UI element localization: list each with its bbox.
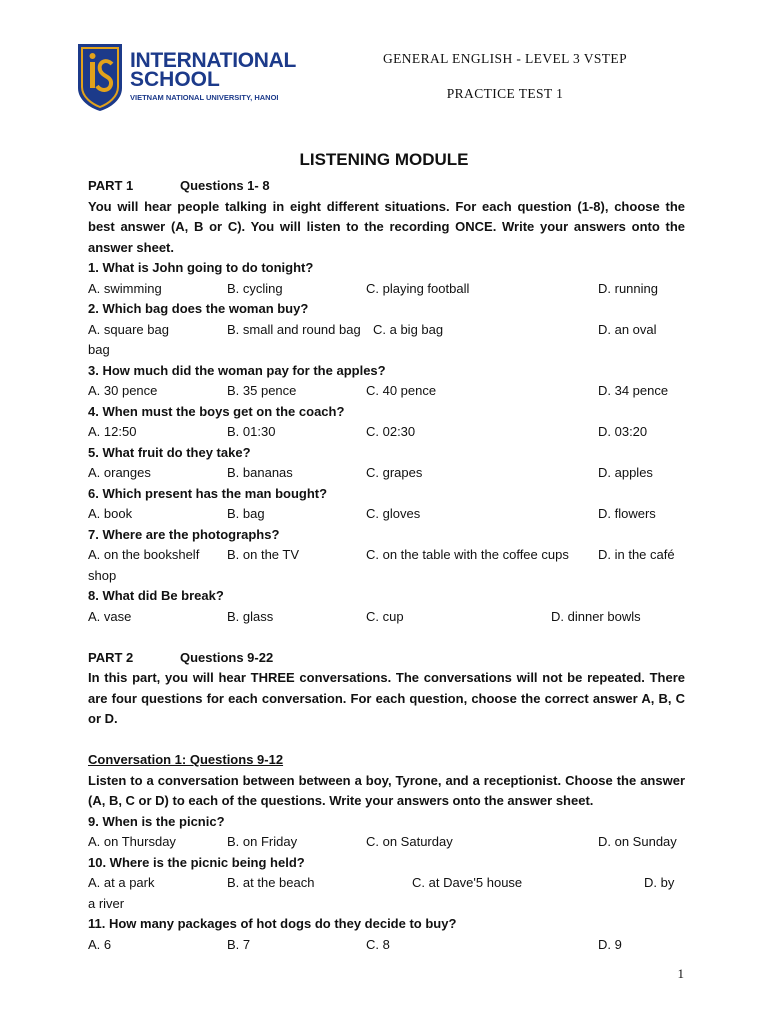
answer-options bbox=[88, 422, 685, 443]
question-text: 6. Which present has the man bought? bbox=[88, 485, 328, 501]
school-crest-icon bbox=[76, 42, 124, 112]
option-b: B. at the beach bbox=[227, 875, 315, 890]
part2-questions: Questions 9-22 bbox=[180, 649, 274, 665]
option-c: C. a big bag bbox=[373, 321, 444, 337]
page-number: 1 bbox=[677, 966, 684, 981]
option-d: D. dinner bowls bbox=[551, 608, 641, 624]
option-b: B. bag bbox=[227, 506, 265, 521]
part1-instructions: You will hear people talking in eight different situations. For each question (1-8), choose the best answer (A, B or C). You will listen to the recording ONCE. Write your answers onto the answer sheet. bbox=[88, 198, 685, 255]
option-d: D. running bbox=[598, 280, 658, 296]
option-a: A. on Thursday bbox=[88, 834, 176, 849]
question-text: 5. What fruit do they take? bbox=[88, 444, 251, 460]
option-wrap: a river bbox=[88, 895, 125, 911]
answer-options bbox=[88, 279, 685, 300]
part2-heading bbox=[88, 648, 685, 669]
answer-options bbox=[88, 463, 685, 484]
option-d: D. 9 bbox=[598, 936, 622, 952]
question-text: 4. When must the boys get on the coach? bbox=[88, 403, 345, 419]
option-b: B. on the TV bbox=[227, 547, 300, 562]
option-b: B. 7 bbox=[227, 936, 251, 952]
option-wrap: bag bbox=[88, 342, 110, 357]
option-a: A. on the bookshelf bbox=[88, 547, 200, 562]
answer-options bbox=[88, 873, 685, 894]
option-b: B. 35 pence bbox=[227, 383, 297, 398]
option-b: B. 01:30 bbox=[227, 424, 276, 439]
school-logo bbox=[76, 42, 302, 112]
part1-question-list bbox=[88, 258, 685, 627]
course-title: GENERAL ENGLISH - LEVEL 3 VSTEP bbox=[382, 51, 627, 66]
answer-options bbox=[88, 832, 685, 853]
option-a: A. swimming bbox=[88, 280, 162, 296]
school-name-line2: SCHOOL bbox=[130, 68, 220, 91]
answer-options bbox=[88, 381, 685, 402]
content-body bbox=[88, 176, 685, 955]
option-d: D. on Sunday bbox=[598, 834, 677, 849]
option-a: A. 30 pence bbox=[88, 383, 158, 398]
test-title: PRACTICE TEST 1 bbox=[446, 86, 564, 101]
option-b: B. on Friday bbox=[227, 834, 298, 849]
option-a: A. 6 bbox=[88, 936, 112, 952]
option-c: C. 40 pence bbox=[366, 383, 437, 398]
conversation1-instructions: Listen to a conversation between between a boy, Tyrone, and a receptionist. Choose the answer (A, B, C or D) to each of the questions. Write your answers onto the answer sheet. bbox=[88, 772, 685, 808]
option-d: D. an oval bbox=[598, 321, 657, 337]
page-title: LISTENING MODULE bbox=[299, 150, 469, 169]
question-text: 1. What is John going to do tonight? bbox=[88, 260, 314, 275]
answer-options bbox=[88, 935, 685, 956]
question-text: 7. Where are the photographs? bbox=[88, 526, 280, 542]
option-d: D. 34 pence bbox=[598, 383, 669, 398]
option-b: B. bananas bbox=[227, 465, 293, 480]
question-text: 2. Which bag does the woman buy? bbox=[88, 301, 309, 316]
option-d: D. apples bbox=[598, 465, 653, 480]
school-name-line1: INTERNATIONAL bbox=[130, 49, 297, 72]
option-a: A. 12:50 bbox=[88, 424, 137, 439]
option-c: C. grapes bbox=[366, 465, 423, 480]
conversation1-question-list bbox=[88, 812, 685, 956]
option-c: C. cup bbox=[366, 608, 404, 624]
answer-options bbox=[88, 607, 685, 628]
option-d: D. in the café bbox=[598, 547, 675, 562]
conversation1-heading: Conversation 1: Questions 9-12 bbox=[88, 752, 284, 767]
option-wrap: shop bbox=[88, 567, 117, 583]
option-c: C. on the table with the coffee cups bbox=[366, 547, 569, 562]
answer-options bbox=[88, 545, 685, 566]
option-b: B. glass bbox=[227, 608, 274, 624]
option-a: A. at a park bbox=[88, 875, 155, 890]
option-c: C. playing football bbox=[366, 280, 470, 296]
option-d: D. by bbox=[644, 875, 675, 890]
question-text: 8. What did Be break? bbox=[88, 588, 224, 603]
option-a: A. vase bbox=[88, 608, 132, 624]
option-a: A. oranges bbox=[88, 465, 151, 480]
question-text: 9. When is the picnic? bbox=[88, 813, 225, 829]
option-a: A. square bag bbox=[88, 321, 169, 337]
part1-heading bbox=[88, 176, 685, 197]
part2-label: PART 2 bbox=[88, 649, 134, 665]
part1-label: PART 1 bbox=[88, 178, 134, 193]
option-c: C. 02:30 bbox=[366, 424, 416, 439]
question-text: 11. How many packages of hot dogs do they decide to buy? bbox=[88, 916, 457, 931]
option-b: B. small and round bag bbox=[227, 321, 361, 337]
question-text: 10. Where is the picnic being held? bbox=[88, 854, 305, 870]
option-c: C. at Dave'5 house bbox=[412, 875, 523, 890]
option-b: B. cycling bbox=[227, 280, 283, 296]
option-d: D. 03:20 bbox=[598, 424, 648, 439]
part1-questions: Questions 1- 8 bbox=[180, 178, 270, 193]
school-subtitle: VIETNAM NATIONAL UNIVERSITY, HANOI bbox=[130, 93, 279, 102]
option-a: A. book bbox=[88, 506, 133, 521]
answer-options bbox=[88, 504, 685, 525]
option-c: C. 8 bbox=[366, 936, 390, 952]
option-c: C. on Saturday bbox=[366, 834, 453, 849]
option-d: D. flowers bbox=[598, 506, 656, 521]
part2-instructions: In this part, you will hear THREE conversations. The conversations will not be repeated. There are four questions for each conversation. For each question, choose the correct answer A, B, C or D. bbox=[88, 670, 685, 726]
question-text: 3. How much did the woman pay for the apples? bbox=[88, 362, 386, 378]
answer-options bbox=[88, 320, 685, 341]
option-c: C. gloves bbox=[366, 506, 421, 521]
